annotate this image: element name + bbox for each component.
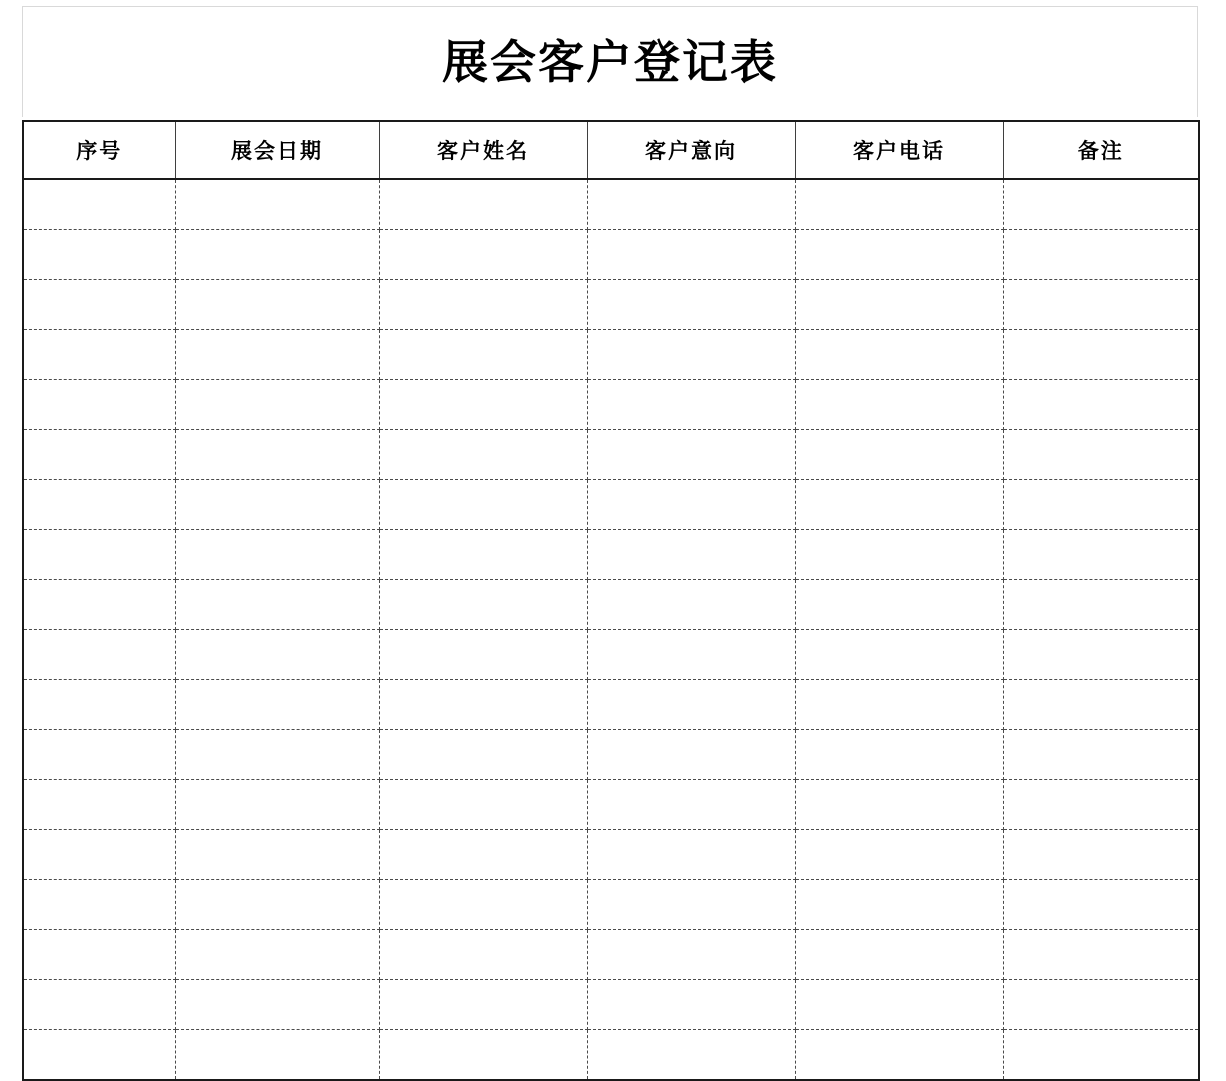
table-cell-phone[interactable]: [795, 1030, 1003, 1081]
table-cell-date[interactable]: [175, 680, 379, 730]
table-cell-seq[interactable]: [23, 980, 175, 1030]
table-cell-date[interactable]: [175, 1030, 379, 1081]
table-cell-intent[interactable]: [587, 580, 795, 630]
table-row: [23, 179, 1199, 230]
table-cell-seq[interactable]: [23, 179, 175, 230]
table-cell-date[interactable]: [175, 730, 379, 780]
table-cell-phone[interactable]: [795, 680, 1003, 730]
table-cell-seq[interactable]: [23, 730, 175, 780]
table-cell-seq[interactable]: [23, 380, 175, 430]
table-cell-intent[interactable]: [587, 430, 795, 480]
table-cell-name[interactable]: [379, 680, 587, 730]
table-row: [23, 880, 1199, 930]
table-cell-note[interactable]: [1003, 179, 1199, 230]
table-cell-intent[interactable]: [587, 680, 795, 730]
table-cell-name[interactable]: [379, 980, 587, 1030]
table-cell-intent[interactable]: [587, 630, 795, 680]
table-cell-note[interactable]: [1003, 830, 1199, 880]
table-row: [23, 830, 1199, 880]
table-cell-date[interactable]: [175, 430, 379, 480]
table-cell-note[interactable]: [1003, 780, 1199, 830]
table-cell-phone[interactable]: [795, 480, 1003, 530]
table-cell-name[interactable]: [379, 330, 587, 380]
table-cell-note[interactable]: [1003, 580, 1199, 630]
table-cell-date[interactable]: [175, 980, 379, 1030]
table-cell-phone[interactable]: [795, 179, 1003, 230]
column-header-seq: 序号: [23, 121, 175, 179]
table-cell-name[interactable]: [379, 530, 587, 580]
table-cell-intent[interactable]: [587, 330, 795, 380]
table-row: [23, 1030, 1199, 1081]
table-row: [23, 980, 1199, 1030]
table-row: [23, 280, 1199, 330]
table-row: [23, 530, 1199, 580]
table-cell-intent[interactable]: [587, 230, 795, 280]
table-cell-date[interactable]: [175, 230, 379, 280]
table-cell-date[interactable]: [175, 630, 379, 680]
table-cell-name[interactable]: [379, 580, 587, 630]
table-cell-seq[interactable]: [23, 630, 175, 680]
table-cell-phone[interactable]: [795, 380, 1003, 430]
table-cell-phone[interactable]: [795, 880, 1003, 930]
table-cell-phone[interactable]: [795, 630, 1003, 680]
table-cell-phone[interactable]: [795, 780, 1003, 830]
table-cell-date[interactable]: [175, 330, 379, 380]
table-cell-seq[interactable]: [23, 830, 175, 880]
table-cell-note[interactable]: [1003, 680, 1199, 730]
table-cell-note[interactable]: [1003, 630, 1199, 680]
table-cell-note[interactable]: [1003, 930, 1199, 980]
table-cell-date[interactable]: [175, 179, 379, 230]
column-header-date: 展会日期: [175, 121, 379, 179]
page-title: 展会客户登记表: [442, 35, 778, 89]
table-cell-intent[interactable]: [587, 980, 795, 1030]
table-cell-note[interactable]: [1003, 230, 1199, 280]
table-cell-seq[interactable]: [23, 880, 175, 930]
table-cell-intent[interactable]: [587, 280, 795, 330]
table-cell-date[interactable]: [175, 480, 379, 530]
table-cell-note[interactable]: [1003, 380, 1199, 430]
table-cell-name[interactable]: [379, 1030, 587, 1081]
table-cell-name[interactable]: [379, 880, 587, 930]
table-cell-date[interactable]: [175, 580, 379, 630]
table-cell-note[interactable]: [1003, 530, 1199, 580]
table-cell-intent[interactable]: [587, 830, 795, 880]
column-header-intent: 客户意向: [587, 121, 795, 179]
title-band: [22, 6, 1198, 117]
table-cell-seq[interactable]: [23, 780, 175, 830]
table-cell-note[interactable]: [1003, 430, 1199, 480]
table-cell-phone[interactable]: [795, 330, 1003, 380]
table-cell-intent[interactable]: [587, 530, 795, 580]
table-row: [23, 680, 1199, 730]
table-cell-seq[interactable]: [23, 330, 175, 380]
table-cell-intent[interactable]: [587, 1030, 795, 1081]
table-cell-seq[interactable]: [23, 580, 175, 630]
column-header-name: 客户姓名: [379, 121, 587, 179]
table-header: [23, 121, 1199, 179]
table-cell-date[interactable]: [175, 780, 379, 830]
table-cell-date[interactable]: [175, 280, 379, 330]
table-row: [23, 230, 1199, 280]
table-cell-seq[interactable]: [23, 680, 175, 730]
table-cell-name[interactable]: [379, 380, 587, 430]
table-header-row: [23, 121, 1199, 179]
table-cell-name[interactable]: [379, 480, 587, 530]
table-cell-name[interactable]: [379, 930, 587, 980]
table-cell-name[interactable]: [379, 830, 587, 880]
table-row: [23, 480, 1199, 530]
table-cell-intent[interactable]: [587, 880, 795, 930]
table-cell-date[interactable]: [175, 880, 379, 930]
table-cell-seq[interactable]: [23, 930, 175, 980]
table-row: [23, 330, 1199, 380]
table-row: [23, 580, 1199, 630]
table-row: [23, 380, 1199, 430]
table-cell-intent[interactable]: [587, 380, 795, 430]
table-cell-name[interactable]: [379, 430, 587, 480]
table-cell-name[interactable]: [379, 230, 587, 280]
table-row: [23, 780, 1199, 830]
table-cell-seq[interactable]: [23, 280, 175, 330]
table-cell-date[interactable]: [175, 530, 379, 580]
table-cell-seq[interactable]: [23, 230, 175, 280]
table-row: [23, 730, 1199, 780]
table-cell-name[interactable]: [379, 730, 587, 780]
table-cell-name[interactable]: [379, 280, 587, 330]
table-cell-phone[interactable]: [795, 730, 1003, 780]
table-cell-note[interactable]: [1003, 280, 1199, 330]
table-cell-name[interactable]: [379, 179, 587, 230]
table-cell-name[interactable]: [379, 780, 587, 830]
table-cell-seq[interactable]: [23, 530, 175, 580]
table-cell-seq[interactable]: [23, 1030, 175, 1081]
table-cell-phone[interactable]: [795, 430, 1003, 480]
table-cell-date[interactable]: [175, 380, 379, 430]
table-cell-intent[interactable]: [587, 730, 795, 780]
table-cell-note[interactable]: [1003, 480, 1199, 530]
column-header-note: 备注: [1003, 121, 1199, 179]
table-cell-phone[interactable]: [795, 530, 1003, 580]
table-cell-seq[interactable]: [23, 430, 175, 480]
table-cell-seq[interactable]: [23, 480, 175, 530]
table-row: [23, 630, 1199, 680]
table-cell-note[interactable]: [1003, 730, 1199, 780]
table-cell-date[interactable]: [175, 830, 379, 880]
table-cell-name[interactable]: [379, 630, 587, 680]
table-cell-note[interactable]: [1003, 980, 1199, 1030]
table-cell-intent[interactable]: [587, 179, 795, 230]
table-cell-phone[interactable]: [795, 930, 1003, 980]
customer-registration-table: [22, 120, 1200, 1081]
column-header-phone: 客户电话: [795, 121, 1003, 179]
table-cell-phone[interactable]: [795, 980, 1003, 1030]
table-cell-intent[interactable]: [587, 780, 795, 830]
table-cell-date[interactable]: [175, 930, 379, 980]
table-row: [23, 430, 1199, 480]
table-cell-phone[interactable]: [795, 230, 1003, 280]
table-cell-phone[interactable]: [795, 280, 1003, 330]
table-cell-phone[interactable]: [795, 830, 1003, 880]
table-cell-intent[interactable]: [587, 480, 795, 530]
table-cell-note[interactable]: [1003, 880, 1199, 930]
table-cell-note[interactable]: [1003, 330, 1199, 380]
table-row: [23, 930, 1199, 980]
table-cell-note[interactable]: [1003, 1030, 1199, 1081]
table-body: [23, 179, 1199, 1080]
table-cell-intent[interactable]: [587, 930, 795, 980]
table-cell-phone[interactable]: [795, 580, 1003, 630]
